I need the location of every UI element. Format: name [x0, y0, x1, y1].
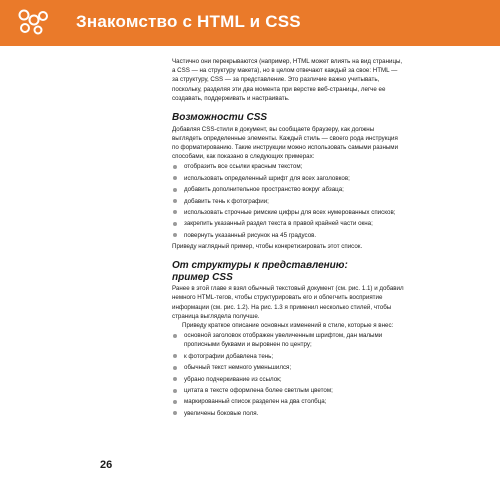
section-heading-css-capabilities: Возможности CSS	[172, 112, 268, 124]
section2-paragraph2: Приведу краткое описание основных изменений в стиле, которые я внес:	[182, 322, 394, 330]
bullet-icon	[173, 411, 177, 415]
bullet-icon	[173, 165, 177, 169]
bullet-icon	[173, 199, 177, 203]
list-item: обычный текст немного уменьшился;	[172, 363, 404, 372]
bullet-icon	[173, 210, 177, 214]
list-item: увеличены боковые поля.	[172, 409, 404, 418]
bullet-icon	[173, 233, 177, 237]
bullet-icon	[173, 377, 177, 381]
list-item: добавить дополнительное пространство вокруг абзаца;	[172, 185, 404, 194]
section2-heading-line1: От структуры к представлению:	[172, 260, 348, 272]
bullet-icon	[173, 188, 177, 192]
list-item: использовать определенный шрифт для всех заголовков;	[172, 174, 404, 183]
chapter-title: Знакомство с HTML и CSS	[76, 12, 301, 31]
page-content	[172, 57, 404, 420]
list-item: отобразить все ссылки красным текстом;	[172, 162, 404, 171]
list-item: использовать строчные римские цифры для всех нумерованных списков;	[172, 208, 404, 217]
list-item: маркированный список разделен на два столбца;	[172, 397, 404, 406]
intro-paragraph: Частично они перекрываются (например, HTML может влиять на вид страницы, а CSS — на структуру макета), но в целом отвечают каждый за свое: HTML — за структуру, CSS — за представление. Это различие важно учитывать, поскольку, разделяя эти два момента при верстке веб-страницы, легче ее создавать, поддерживать и настраивать.	[172, 58, 403, 102]
chapter-logo	[0, 0, 68, 46]
page-number: 26	[100, 459, 113, 471]
chain-links-icon	[16, 8, 50, 36]
list-item: основной заголовок отображен увеличенным шрифтом, дан малыми прописными буквами и выровнен по центру;	[172, 331, 404, 349]
bullet-icon	[173, 354, 177, 358]
bullet-icon	[173, 176, 177, 180]
list-item: повернуть указанный рисунок на 45 градусов.	[172, 231, 404, 240]
list-item: убрано подчеркивание из ссылок;	[172, 375, 404, 384]
section1-list	[172, 162, 404, 240]
list-item: к фотографии добавлена тень;	[172, 352, 404, 361]
list-item: закрепить указанный раздел текста в правой крайней части окна;	[172, 219, 404, 228]
list-item: цитата в тексте оформлена более светлым цветом;	[172, 386, 404, 395]
chapter-header	[68, 0, 500, 46]
section2-heading-line2: пример CSS	[172, 271, 233, 283]
bullet-icon	[173, 400, 177, 404]
bullet-icon	[173, 389, 177, 393]
section2-paragraph1: Ранее в этой главе я взял обычный текстовый документ (см. рис. 1.1) и добавил немного HTML-тегов, чтобы структурировать его и облегчить восприятие информации (см. рис. 1.2). На рис. 1.3 я применил несколько стилей, чтобы страница выглядела получше.	[172, 285, 404, 320]
bullet-icon	[173, 222, 177, 226]
bullet-icon	[173, 334, 177, 338]
section2-list	[172, 331, 404, 418]
bullet-icon	[173, 366, 177, 370]
section-heading-structure-to-presentation	[172, 260, 404, 283]
list-item: добавить тень к фотографии;	[172, 197, 404, 206]
section1-paragraph: Добавляя CSS-стили в документ, вы сообщаете браузеру, как должны выглядеть определенные элементы. Каждый стиль — своего рода инструкция по форматированию. Такие инструкции можно использовать самыми разными способами, как показано в следующих примерах:	[172, 125, 399, 161]
section1-closing: Приведу наглядный пример, чтобы конкретизировать этот список.	[172, 243, 363, 251]
